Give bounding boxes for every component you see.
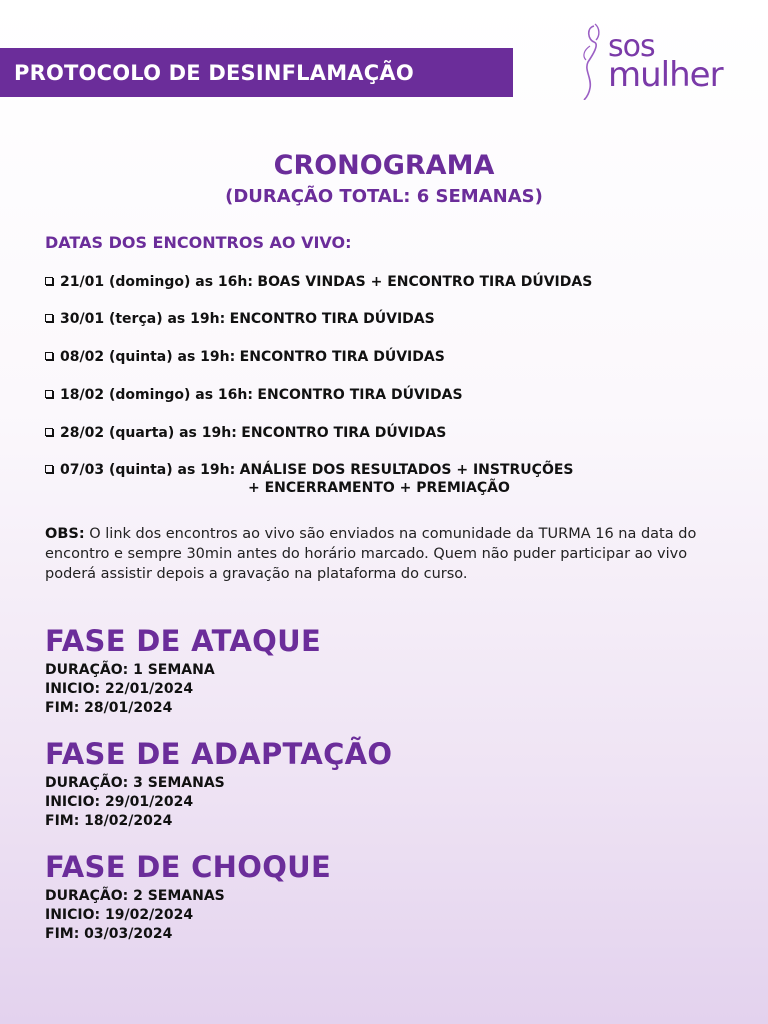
meeting-item — [45, 387, 463, 403]
phase-title: FASE DE CHOQUE — [45, 850, 332, 884]
phase-title: FASE DE ATAQUE — [45, 624, 322, 658]
meeting-date: 28/02 (quarta) as 19h: — [60, 425, 237, 441]
meeting-description-continuation: + ENCERRAMENTO + PREMIAÇÃO — [248, 480, 510, 496]
phase-end: FIM: 03/03/2024 — [45, 926, 173, 942]
protocol-banner — [0, 48, 513, 97]
obs-note — [45, 524, 735, 584]
checkbox-icon — [45, 314, 53, 322]
obs-text: O link dos encontros ao vivo são enviados na comunidade da TURMA 16 na data do encontro e sempre 30min antes do horário marcado. Quem não puder participar ao vivo poderá assistir depois a gravação na plataforma do curso. — [45, 526, 697, 582]
checkbox-icon — [45, 390, 53, 398]
meeting-date: 08/02 (quinta) as 19h: — [60, 349, 236, 365]
meeting-date: 21/01 (domingo) as 16h: — [60, 274, 253, 290]
checkbox-icon — [45, 428, 53, 436]
phase-duration: DURAÇÃO: 3 SEMANAS — [45, 775, 225, 791]
phase-start: INICIO: 22/01/2024 — [45, 681, 194, 697]
meeting-date: 30/01 (terça) as 19h: — [60, 311, 226, 327]
phase-title: FASE DE ADAPTAÇÃO — [45, 737, 393, 771]
meeting-item — [45, 349, 445, 365]
meeting-item — [45, 274, 592, 290]
checkbox-icon — [45, 352, 53, 360]
meeting-description: ENCONTRO TIRA DÚVIDAS — [229, 311, 435, 327]
meeting-date: 07/03 (quinta) as 19h: — [60, 462, 236, 478]
meeting-date: 18/02 (domingo) as 16h: — [60, 387, 253, 403]
schedule-title: CRONOGRAMA — [273, 150, 495, 181]
phase-start: INICIO: 29/01/2024 — [45, 794, 194, 810]
meeting-item — [45, 462, 574, 496]
meeting-description: BOAS VINDAS + ENCONTRO TIRA DÚVIDAS — [257, 274, 593, 290]
phase-duration: DURAÇÃO: 2 SEMANAS — [45, 888, 225, 904]
meetings-heading: DATAS DOS ENCONTROS AO VIVO: — [45, 233, 352, 252]
phase-start: INICIO: 19/02/2024 — [45, 907, 194, 923]
sos-mulher-logo — [578, 22, 748, 100]
meeting-description: ANÁLISE DOS RESULTADOS + INSTRUÇÕES — [239, 462, 574, 478]
checkbox-icon — [45, 465, 53, 473]
checkbox-icon — [45, 277, 53, 285]
schedule-subtitle: (DURAÇÃO TOTAL: 6 SEMANAS) — [225, 186, 543, 207]
banner-title: PROTOCOLO DE DESINFLAMAÇÃO — [14, 60, 414, 85]
logo-text-sos: sos — [608, 29, 655, 64]
meeting-description: ENCONTRO TIRA DÚVIDAS — [257, 387, 463, 403]
logo-text-mulher: mulher — [608, 55, 723, 95]
obs-label: OBS: — [45, 526, 85, 542]
meeting-description: ENCONTRO TIRA DÚVIDAS — [241, 425, 447, 441]
figure-logo-icon — [578, 22, 608, 100]
meeting-item — [45, 425, 446, 441]
meeting-description: ENCONTRO TIRA DÚVIDAS — [239, 349, 445, 365]
phase-end: FIM: 28/01/2024 — [45, 700, 173, 716]
phase-end: FIM: 18/02/2024 — [45, 813, 173, 829]
phase-duration: DURAÇÃO: 1 SEMANA — [45, 662, 215, 678]
meeting-item — [45, 311, 435, 327]
